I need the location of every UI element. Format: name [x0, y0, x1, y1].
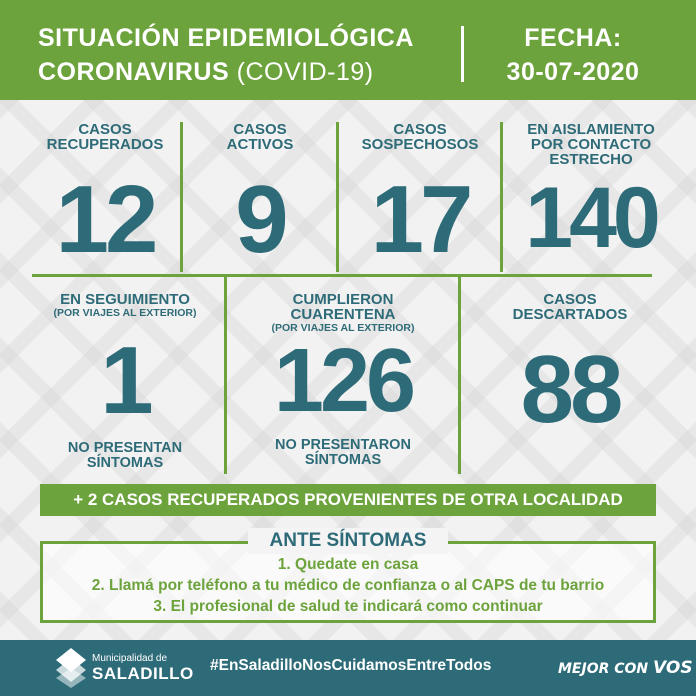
divider [500, 122, 503, 272]
stat-label: DESCARTADOS [512, 306, 628, 323]
stat-cuarentena [236, 292, 450, 468]
slogan-vos: VOS [653, 658, 693, 678]
title-line2 [38, 58, 374, 87]
stat-value: 88 [520, 336, 620, 443]
title-coronavirus: CORONAVIRUS [38, 58, 230, 86]
logo-saladillo: SALADILLO [92, 664, 194, 683]
stat-label: CUMPLIERON [292, 291, 394, 308]
fecha-label: FECHA: [524, 24, 622, 52]
stat-label: CASOS [393, 121, 447, 138]
stat-footnote: SÍNTOMAS [86, 455, 164, 471]
stat-sospechosos [346, 121, 494, 273]
divider [458, 274, 461, 474]
ante-sintomas-title: ANTE SÍNTOMAS [248, 528, 448, 554]
recovered-other-locality-banner: + 2 CASOS RECUPERADOS PROVENIENTES DE OTRA LOCALIDAD [40, 484, 656, 516]
campaign-hashtag: #EnSaladilloNosCuidamosEntreTodos [210, 657, 492, 674]
stat-activos [190, 121, 330, 273]
stat-value: 9 [235, 166, 285, 273]
stat-aislamiento [506, 121, 676, 266]
stat-label: CASOS [78, 121, 132, 138]
stat-seguimiento [30, 292, 220, 471]
stat-descartados [470, 291, 670, 443]
stat-value: 12 [55, 166, 155, 273]
footer [0, 640, 696, 696]
title-covid: (COVID-19) [236, 58, 374, 86]
header-banner [0, 0, 696, 100]
fecha-value: 30-07-2020 [506, 58, 640, 86]
stat-label: CUARENTENA [290, 306, 396, 323]
stat-sublabel: (POR VIAJES AL EXTERIOR) [53, 307, 197, 319]
stat-footnote: SÍNTOMAS [304, 452, 382, 468]
stat-label: EN SEGUIMIENTO [60, 291, 190, 308]
ante-line-1: 1. Quedate en casa [277, 556, 419, 573]
stat-label: EN AISLAMIENTO [527, 121, 655, 138]
stat-value: 17 [370, 166, 470, 273]
stat-label: SOSPECHOSOS [361, 136, 479, 153]
stat-value: 126 [273, 331, 413, 431]
logo-municipalidad: Municipalidad de [92, 653, 168, 664]
slogan [558, 658, 693, 678]
header-divider [461, 26, 464, 82]
stat-value: 1 [100, 327, 150, 434]
stat-sublabel: (POR VIAJES AL EXTERIOR) [271, 322, 415, 334]
stat-footnote: NO PRESENTARON [275, 437, 411, 453]
divider [32, 274, 652, 277]
stat-recuperados [40, 121, 170, 273]
municipality-logo-icon [56, 648, 86, 688]
divider [336, 122, 339, 272]
divider [224, 274, 227, 474]
stat-label: CASOS [543, 291, 597, 308]
divider [180, 122, 183, 272]
stat-label: ACTIVOS [226, 136, 294, 153]
stat-footnote: NO PRESENTAN [67, 440, 183, 456]
stat-label: ESTRECHO [549, 151, 633, 168]
ante-line-3: 3. El profesional de salud te indicará como continuar [153, 598, 543, 615]
slogan-mejor-con: MEJOR CON [558, 661, 654, 677]
stat-label: POR CONTACTO [530, 136, 652, 153]
ante-line-2: 2. Llamá por teléfono a tu médico de confianza o al CAPS de tu barrio [91, 577, 605, 594]
stat-label: CASOS [233, 121, 287, 138]
stat-value: 140 [525, 170, 657, 266]
title-line1: SITUACIÓN EPIDEMIOLÓGICA [38, 24, 414, 52]
stat-label: RECUPERADOS [46, 136, 164, 153]
